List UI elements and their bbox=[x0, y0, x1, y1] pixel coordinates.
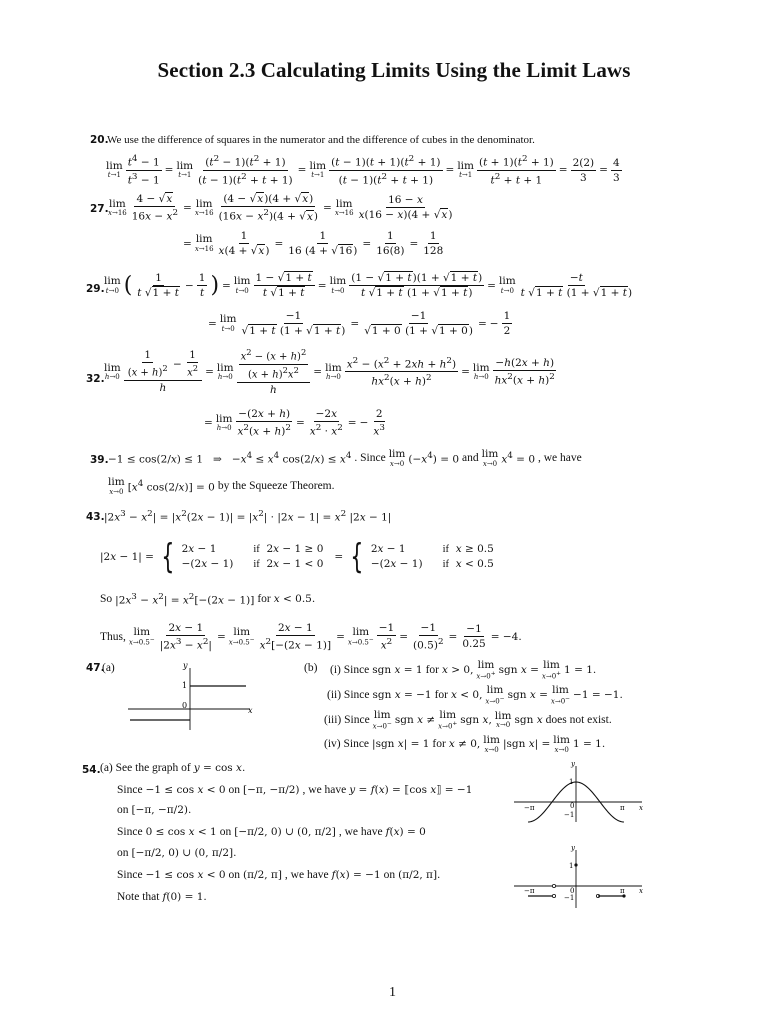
problem-number-54: 54. bbox=[82, 764, 101, 776]
floor-graph-zero-label: 0 bbox=[570, 887, 575, 895]
floor-graph-minus-one-label: −1 bbox=[564, 894, 575, 902]
problem-43-if-2: if bbox=[253, 559, 260, 570]
cos-graph-y-label: y bbox=[571, 760, 575, 768]
problem-number-43: 43. bbox=[86, 511, 105, 523]
page-number: 1 bbox=[389, 985, 396, 1000]
problem-43-if-3: if bbox=[442, 543, 449, 555]
problem-number-47: 47. bbox=[86, 662, 105, 674]
cos-graph-zero-label: 0 bbox=[570, 802, 575, 810]
floor-graph-one-label: 1 bbox=[569, 862, 574, 870]
graph-one-label: 1 bbox=[182, 681, 188, 690]
floor-graph-pi-label: π bbox=[620, 887, 625, 895]
problem-47-b-iii: (iii) Since lim x→0− sgn x ≠ lim x→0+ sgn x, lim x→0 sgn x does not exist. bbox=[324, 709, 612, 730]
problem-number-32: 32. bbox=[86, 373, 105, 385]
problem-54-line-2: on [−π, −π/2). bbox=[117, 803, 192, 816]
problem-39-wehave: , we have bbox=[538, 452, 582, 465]
problem-32-line-1: lim h→0 $\frac{1}{(x + h)^2}$ − $\frac{1}{x^2}$ h = lim h→0 $\frac{\frac{x^2 - (x + h)^2}{(x + h)^2x^2}}{h}$ = lim h→0 $\frac{x^2 - (x^2 + 2xh + h^2)}{hx^2(x + h)^2}$ = lim h→0 $\frac{-h(2x + h)}{hx^2(x + h)^2}$ bbox=[104, 347, 555, 396]
problem-20-equation: lim t→1 $\frac{t^4 - 1}{t^3 - 1}$ = lim t→1 $\frac{(t^2 - 1)(t^2 + 1)}{(t - 1)(t^2 + t + 1)}$ = lim t→1 $\frac{(t - 1)(t + 1)(t^2 + 1)}{(t - 1)(t^2 + t + 1)}$ = lim t→1 $\frac{(t + 1)(t^2 + 1)}{t^2 + t + 1}$ = $\frac{2(2)}{3}$ = $\frac{4}{3}$ bbox=[106, 154, 620, 187]
cos-graph bbox=[512, 760, 648, 824]
problem-54-line-4: on [−π/2, 0) ∪ (0, π/2]. bbox=[117, 846, 237, 859]
problem-number-29: 29. bbox=[86, 283, 105, 295]
problem-27-line-2: = lim x→16 $\frac{1}{x(4 + √x)}$ = $\frac{1}{16 (4 + √16)}$ = $\frac{1}{16(8)}$ = $\frac{1}{128}$ bbox=[183, 230, 444, 258]
problem-39-since: . Since bbox=[354, 452, 386, 465]
floor-graph-dot-f0 bbox=[574, 863, 577, 866]
graph-zero-label: 0 bbox=[182, 701, 188, 710]
graph-y-label: y bbox=[183, 661, 188, 670]
page-title: Section 2.3 Calculating Limits Using the Limit Laws bbox=[157, 58, 631, 82]
floor-cos-graph bbox=[512, 846, 648, 910]
floor-graph-y-label: y bbox=[571, 846, 575, 852]
problem-54-line-5: Since −1 ≤ cos x < 0 on (π/2, π] , we have f(x) = −1 on (π/2, π]. bbox=[117, 868, 441, 881]
problem-29-line-1: lim t→0 ( $\frac{1}{t √1 + t}$ − $\frac{1}{t}$ ) = lim t→0 $\frac{1 - √1 + t}{t √1 + t}$ = lim t→0 $\frac{(1 - √1 + t)(1 + √1 + t)}{t √1 + t (1 + √1 + t)}$ = lim t→0 $\frac{-t}{t √1 + t (1 + √1 + t)}$ bbox=[104, 272, 633, 300]
problem-47-graph bbox=[128, 660, 258, 732]
problem-32-line-2: = lim h→0 $\frac{-(2x + h)}{x^2(x + h)^2}$ = $\frac{-2x}{x^2 \cdot x^2}$ = − $\frac{2}{x^3}$ bbox=[204, 408, 385, 438]
cos-graph-x-label: x bbox=[639, 804, 643, 812]
problem-29-line-2: = lim t→0 $\frac{-1}{√1 + t (1 + √1 + t)}$ = $\frac{-1}{√1 + 0 (1 + √1 + 0)}$ = − $\frac{1}{2}$ bbox=[208, 310, 511, 338]
problem-47-b-ii: (ii) Since sgn x = −1 for x < 0, lim x→0− sgn x = lim x→0− −1 = −1. bbox=[327, 684, 623, 705]
problem-20-intro: We use the difference of squares in the numerator and the difference of cubes in the denominator. bbox=[107, 134, 535, 146]
problem-43-cases: |2x − 1| = { 2x − 1 if 2x − 1 ≥ 0 −(2x − 1) if 2x − 1 < 0 = { 2x − 1 if x ≥ 0.5 −(2x − 1) if x < 0.5 bbox=[100, 537, 494, 577]
floor-graph-minus-pi-label: −π bbox=[524, 887, 535, 895]
problem-39-and: and bbox=[462, 452, 479, 465]
problem-47-part-b: (b) bbox=[304, 662, 318, 674]
problem-43-thus: Thus, bbox=[100, 630, 126, 643]
problem-54-line-1: Since −1 ≤ cos x < 0 on [−π, −π/2) , we have y = f(x) = ⟦cos x⟧ = −1 bbox=[117, 783, 473, 796]
problem-39-line-2: lim x→0 [$x^4$ cos(2/x)] = 0 by the Squeeze Theorem. bbox=[108, 476, 335, 496]
problem-number-39: 39. bbox=[90, 454, 109, 466]
problem-43-so: So bbox=[100, 593, 113, 606]
problem-43-so-line: So $|2x^3 - x^2| = x^2[-(2x - 1)]$ for x < 0.5. bbox=[100, 592, 316, 607]
problem-43-for: for bbox=[257, 593, 271, 606]
cos-graph-minus-pi-label: −π bbox=[524, 804, 535, 812]
problem-number-20: 20. bbox=[90, 134, 109, 146]
problem-54-line-3: Since 0 ≤ cos x < 1 on [−π/2, 0) ∪ (0, π/2] , we have f(x) = 0 bbox=[117, 825, 426, 838]
problem-39-line-1: −1 ≤ cos(2/x) ≤ 1 ⇒ $-x^4 \le x^4$ $\cos(2/x) \le x^4$ . Since lim x→0 $(-x^4) = 0$ and lim x→0 $x^4 = 0$ , we have bbox=[108, 448, 582, 468]
graph-x-label: x bbox=[248, 706, 253, 715]
problem-54-part-a: (a) See the graph of y = cos x. bbox=[100, 761, 246, 774]
cos-graph-one-label: 1 bbox=[569, 778, 574, 786]
floor-graph-open-dot-left bbox=[552, 894, 555, 897]
problem-54-line-6: Note that f(0) = 1. bbox=[117, 890, 207, 903]
problem-43-if-4: if bbox=[442, 559, 449, 570]
cos-graph-pi-label: π bbox=[620, 804, 625, 812]
problem-43-thus-line: Thus, lim x→0.5− $\frac{2x - 1}{|2x^3 - x^2|}$ = lim x→0.5− $\frac{2x - 1}{x^2[-(2x - 1)]}$ = lim x→0.5− $\frac{-1}{x^2}$ = $\frac{-1}{(0.5)^2}$ = $\frac{-1}{0.25}$ = −4. bbox=[100, 622, 522, 652]
floor-graph-x-label: x bbox=[639, 887, 643, 895]
problem-47-b-iv: (iv) Since |sgn x| = 1 for x ≠ 0, lim x→0 |sgn x| = lim x→0 1 = 1. bbox=[324, 734, 606, 754]
problem-27-line-1: lim x→16 $\frac{4 - √x}{16x - x^2}$ = lim x→16 $\frac{(4 - √x)(4 + √x)}{(16x - x^2)(4 + √x)}$ = lim x→16 $\frac{16 - x}{x(16 - x)(4 + √x)}$ bbox=[108, 193, 453, 223]
cos-graph-minus-one-label: −1 bbox=[564, 811, 575, 819]
problem-43-line-1: $|2x^3 - x^2| = |x^2(2x - 1)| = |x^2| \cdot |2x - 1| = x^2$ |2x − 1| bbox=[104, 509, 392, 524]
problem-47-part-a: (a) bbox=[102, 662, 115, 674]
problem-43-if-1: if bbox=[253, 543, 260, 555]
floor-graph-open-dot-zero-left bbox=[552, 884, 555, 887]
problem-47-b-i: (i) Since sgn x = 1 for x > 0, lim x→0+ sgn x = lim x→0+ 1 = 1. bbox=[330, 659, 597, 680]
problem-39-squeeze: by the Squeeze Theorem. bbox=[217, 480, 335, 493]
problem-number-27: 27. bbox=[90, 203, 109, 215]
